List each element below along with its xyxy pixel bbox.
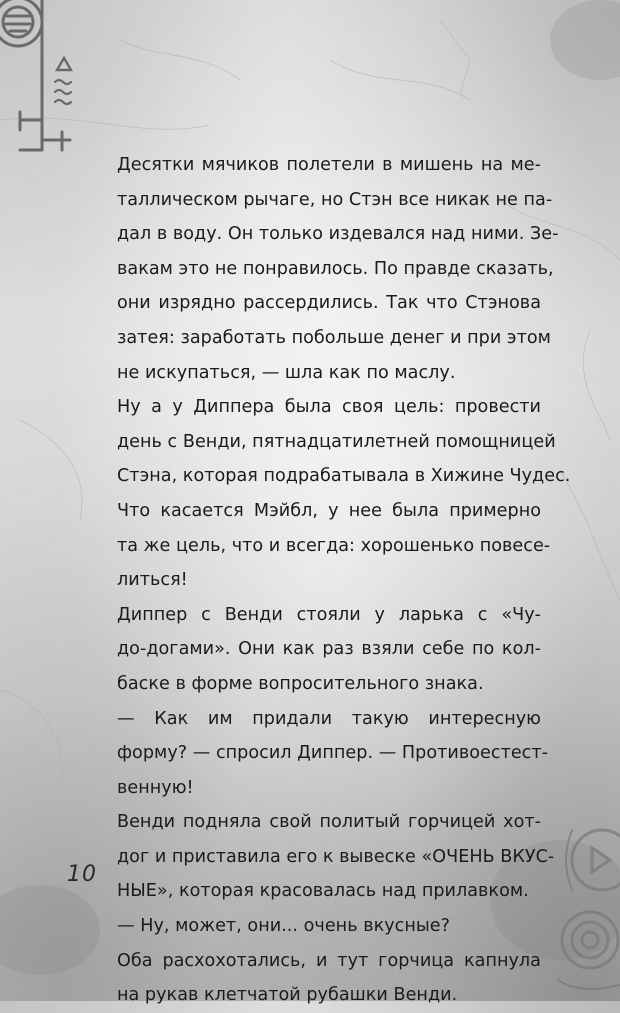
- text-line-1: Десятки мячиков полетели в мишень на ме-: [117, 155, 541, 175]
- rune-key-ornament: [0, 0, 90, 170]
- text-line-14: Диппер с Венди стояли у ларька с «Чу-: [117, 604, 541, 625]
- text-line-25: на рукав клетчатой рубашки Венди.: [117, 985, 458, 1006]
- text-line-10: Стэна, которая подрабатывала в Хижине Чудес.: [117, 466, 571, 487]
- text-line-12: та же цель, что и всегда: хорошенько повесе-: [117, 535, 551, 556]
- text-line-21: дог и приставила его к вывеске «ОЧЕНЬ ВКУС-: [117, 846, 555, 867]
- text-line-13: литься!: [117, 570, 188, 591]
- text-line-8: Ну а у Диппера была своя цель: провести: [117, 397, 541, 418]
- text-line-24: Оба расхохотались, и тут горчица капнула: [117, 950, 541, 971]
- text-line-4: вакам это не понравилось. По правде сказать,: [117, 258, 554, 279]
- page-body-text: [117, 148, 571, 1013]
- text-line-11: Что касается Мэйбл, у нее была примерно: [117, 500, 541, 521]
- text-line-2: таллическом рычаге, но Стэн все никак не па-: [117, 189, 553, 210]
- text-line-15: до-догами». Они как раз взяли себе по кол-: [117, 639, 541, 660]
- text-line-16: баске в форме вопросительного знака.: [117, 673, 484, 694]
- page-number: 10: [67, 862, 97, 887]
- text-line-18: форму? — спросил Диппер. — Противоестест-: [117, 743, 549, 764]
- text-line-22: НЫЕ», которая красовалась над прилавком.: [117, 881, 529, 902]
- text-line-9: день с Венди, пятнадцатилетней помощницей: [117, 431, 556, 452]
- text-line-7: не искупаться, — шла как по маслу.: [117, 362, 456, 383]
- text-line-3: дал в воду. Он только издевался над ними. Зе-: [117, 224, 559, 245]
- text-line-17: — Как им придали такую интересную: [117, 708, 541, 729]
- text-line-19: венную!: [117, 777, 194, 798]
- text-line-23: — Ну, может, они... очень вкусные?: [117, 916, 450, 937]
- text-line-6: затея: заработать побольше денег и при этом: [117, 327, 551, 348]
- text-line-20: Венди подняла свой политый горчицей хот-: [117, 812, 541, 833]
- text-line-5: они изрядно рассердились. Так что Стэнова: [117, 293, 541, 314]
